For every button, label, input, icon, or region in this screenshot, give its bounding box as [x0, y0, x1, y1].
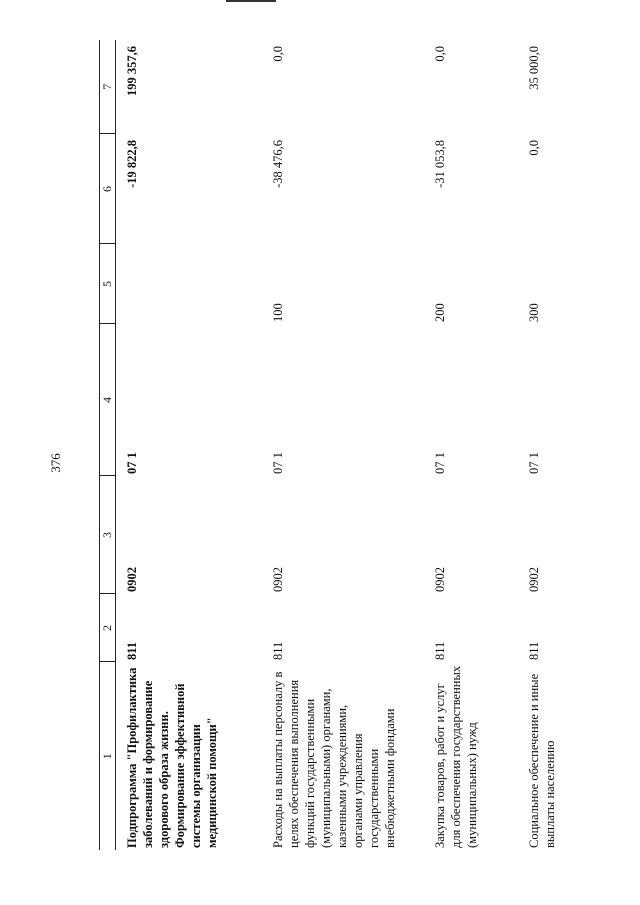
row-name: Закупка товаров, работ и услуг для обеспечения государственных (муниципальных) нужд [433, 665, 479, 848]
row-col-7: 0,0 [433, 46, 447, 62]
row-name: Социальное обеспечение и иные выплаты населению [527, 673, 557, 848]
row-col-7: 0,0 [271, 46, 285, 62]
header-col-1: 1 [99, 662, 116, 850]
row-col-2: 811 [527, 641, 541, 660]
row-col-3: 0902 [125, 567, 139, 592]
header-col-7: 7 [99, 40, 116, 134]
header-col-5: 5 [99, 244, 116, 324]
row-col-7: 35 000,0 [527, 46, 541, 90]
row-col-2: 811 [271, 641, 285, 660]
row-col-4: 07 1 [125, 452, 139, 474]
row-col-6: 0,0 [527, 140, 541, 156]
row-col-5: 200 [433, 303, 447, 322]
row-col-5: 100 [271, 303, 285, 322]
budget-table [99, 40, 566, 850]
row-col-4: 07 1 [527, 452, 541, 474]
row-col-2: 811 [125, 641, 139, 660]
row-col-4: 07 1 [271, 452, 285, 474]
page-number: 376 [48, 453, 63, 473]
budget-table-rotated [99, 40, 557, 850]
table-row [518, 40, 566, 850]
row-col-6: -19 822,8 [125, 140, 139, 188]
row-name: Подпрограмма "Профилактика заболеваний и формирование здорового образа жизни. Формирование эффективной системы организации медицинской помощи" [125, 667, 219, 848]
row-col-3: 0902 [433, 567, 447, 592]
row-col-5 [116, 244, 263, 324]
header-col-6: 6 [99, 134, 116, 244]
row-col-6: -38 476,6 [271, 140, 285, 188]
table-row [262, 40, 424, 850]
row-col-5: 300 [527, 303, 541, 322]
header-col-3: 3 [99, 476, 116, 594]
row-col-3: 0902 [527, 567, 541, 592]
row-col-3: 0902 [271, 567, 285, 592]
top-rule [226, 0, 276, 2]
header-col-4: 4 [99, 324, 116, 476]
row-col-7: 199 357,6 [125, 46, 139, 96]
row-col-4: 07 1 [433, 452, 447, 474]
header-row [99, 40, 116, 850]
table-row [424, 40, 518, 850]
header-col-2: 2 [99, 594, 116, 662]
row-col-2: 811 [433, 641, 447, 660]
table-top-rule [99, 40, 100, 850]
row-col-6: -31 053,8 [433, 140, 447, 188]
table-row [116, 40, 263, 850]
row-name: Расходы на выплаты персоналу в целях обеспечения выполнения функций государственными (муниципальными) органами, казенными учреждениями, органами управления государственными внебюджетными фондами [271, 671, 397, 848]
